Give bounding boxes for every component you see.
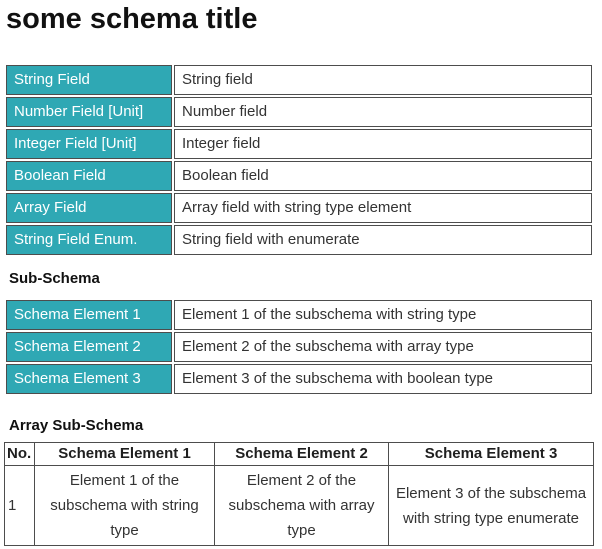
schema-fields-table bbox=[4, 63, 594, 257]
field-name-cell: Boolean Field bbox=[6, 161, 172, 191]
element2-value-cell: Element 2 of the subschema with array type bbox=[215, 466, 389, 546]
field-description-cell: Number field bbox=[174, 97, 592, 127]
page-title: some schema title bbox=[6, 3, 258, 35]
column-header-no: No. bbox=[5, 443, 35, 466]
element1-value-cell: Element 1 of the subschema with string type bbox=[35, 466, 215, 546]
array-sub-schema-heading: Array Sub-Schema bbox=[9, 417, 144, 434]
table-row bbox=[6, 300, 592, 330]
element-description-cell: Element 1 of the subschema with string type bbox=[174, 300, 592, 330]
field-description-cell: String field with enumerate bbox=[174, 225, 592, 255]
element-name-cell: Schema Element 2 bbox=[6, 332, 172, 362]
column-header-element2: Schema Element 2 bbox=[215, 443, 389, 466]
element-name-cell: Schema Element 3 bbox=[6, 364, 172, 394]
table-row bbox=[6, 161, 592, 191]
table-row bbox=[6, 129, 592, 159]
field-name-cell: Array Field bbox=[6, 193, 172, 223]
sub-schema-heading: Sub-Schema bbox=[9, 270, 100, 287]
field-description-cell: Integer field bbox=[174, 129, 592, 159]
field-name-cell: String Field Enum. bbox=[6, 225, 172, 255]
field-description-cell: String field bbox=[174, 65, 592, 95]
table-row bbox=[6, 65, 592, 95]
table-row bbox=[6, 364, 592, 394]
element-description-cell: Element 3 of the subschema with boolean type bbox=[174, 364, 592, 394]
table-row bbox=[5, 466, 594, 546]
field-description-cell: Boolean field bbox=[174, 161, 592, 191]
table-row bbox=[6, 332, 592, 362]
column-header-element3: Schema Element 3 bbox=[389, 443, 594, 466]
field-description-cell: Array field with string type element bbox=[174, 193, 592, 223]
table-row bbox=[6, 193, 592, 223]
element-description-cell: Element 2 of the subschema with array type bbox=[174, 332, 592, 362]
field-name-cell: Integer Field [Unit] bbox=[6, 129, 172, 159]
element3-value-cell: Element 3 of the subschema with string type enumerate bbox=[389, 466, 594, 546]
table-header-row bbox=[5, 443, 594, 466]
element-name-cell: Schema Element 1 bbox=[6, 300, 172, 330]
sub-schema-table bbox=[4, 298, 594, 396]
column-header-element1: Schema Element 1 bbox=[35, 443, 215, 466]
field-name-cell: Number Field [Unit] bbox=[6, 97, 172, 127]
array-sub-schema-table bbox=[4, 442, 594, 546]
row-number-cell: 1 bbox=[5, 466, 35, 546]
table-row bbox=[6, 97, 592, 127]
field-name-cell: String Field bbox=[6, 65, 172, 95]
table-row bbox=[6, 225, 592, 255]
